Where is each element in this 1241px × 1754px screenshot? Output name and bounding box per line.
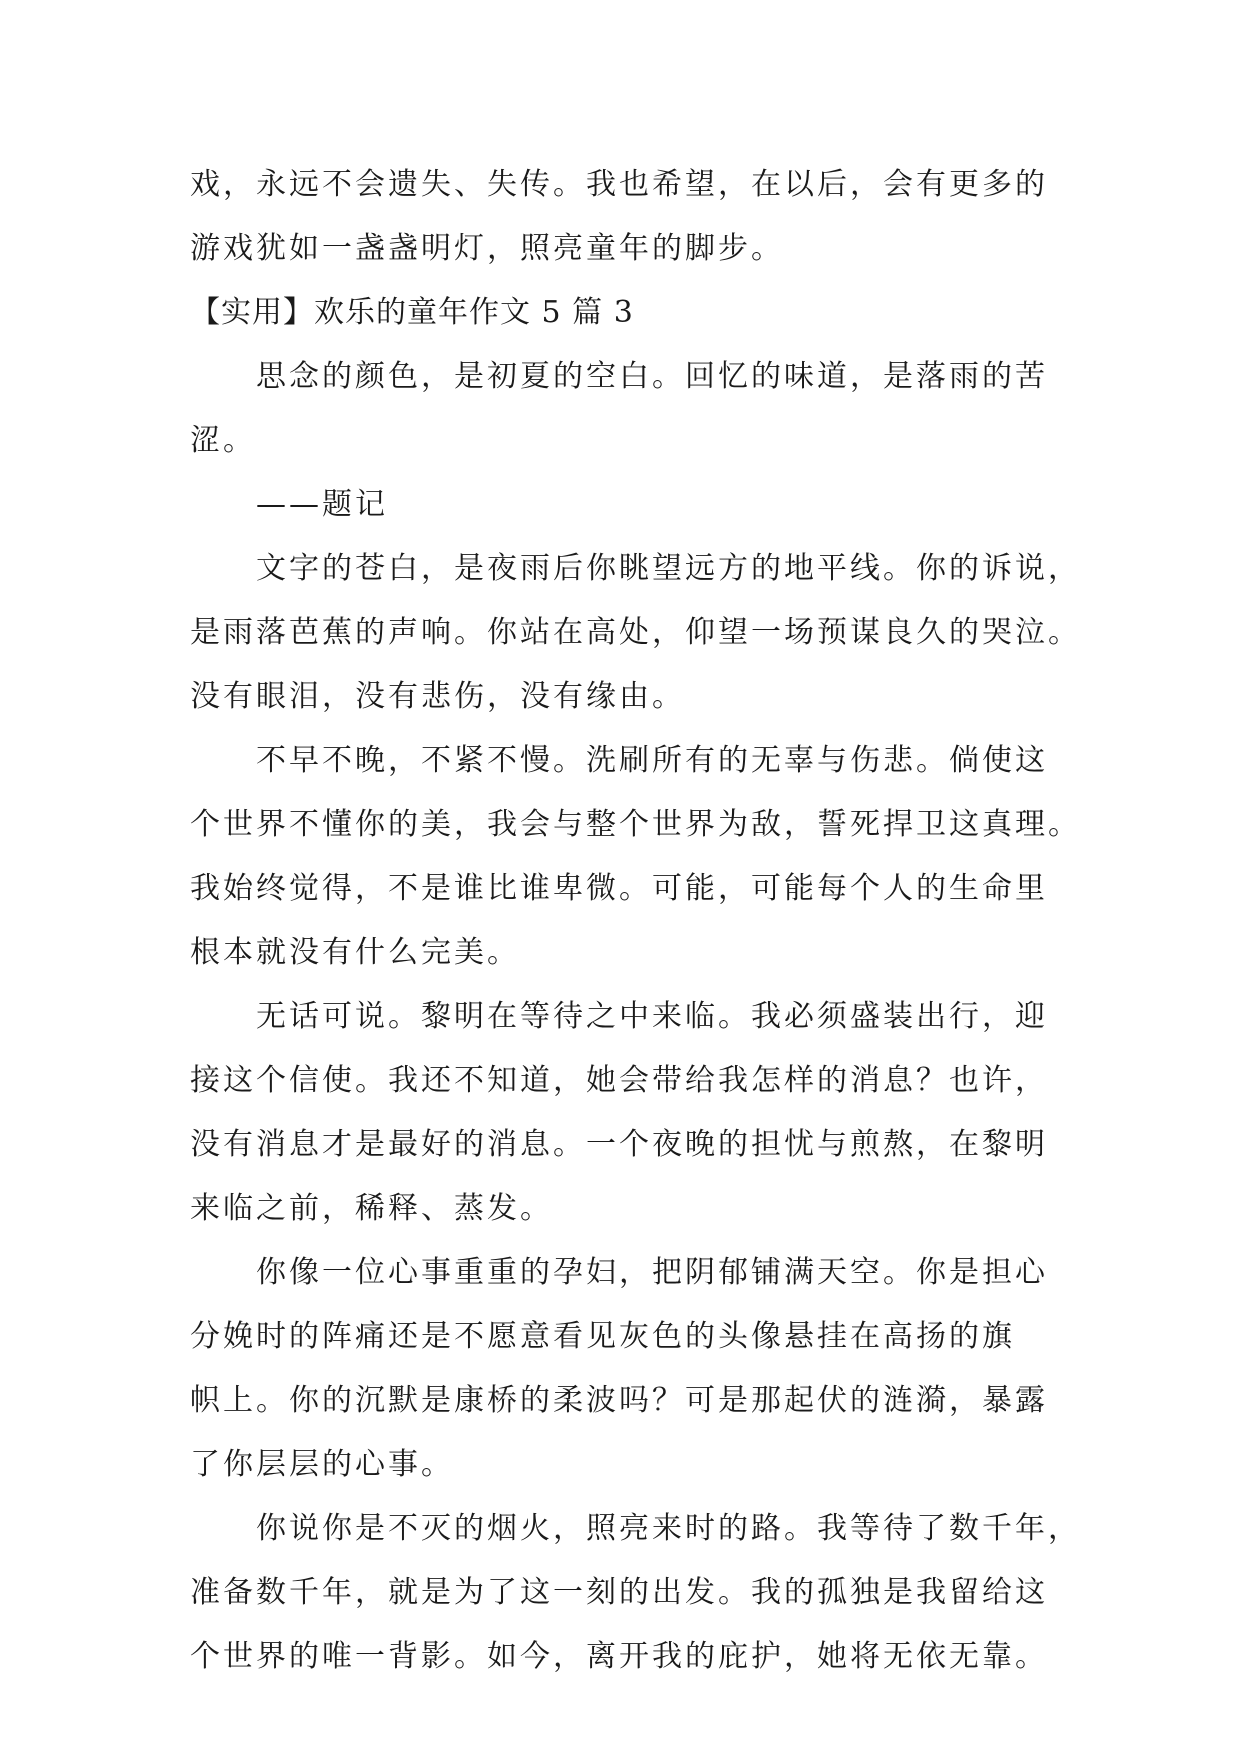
text-line: 了你层层的心事。 <box>190 1447 454 1482</box>
text-line: 帜上。你的沉默是康桥的柔波吗？可是那起伏的涟漪，暴露 <box>190 1383 1048 1418</box>
text-line: 根本就没有什么完美。 <box>190 935 520 970</box>
text-line: 来临之前，稀释、蒸发。 <box>190 1191 553 1226</box>
section-heading: 【实用】欢乐的童年作文 5 篇 3 <box>190 295 634 330</box>
text-line: 分娩时的阵痛还是不愿意看见灰色的头像悬挂在高扬的旗 <box>190 1319 1015 1354</box>
text-line: 文字的苍白，是夜雨后你眺望远方的地平线。你的诉说， <box>256 551 1081 586</box>
text-line: 无话可说。黎明在等待之中来临。我必须盛装出行，迎 <box>256 999 1048 1034</box>
text-line: 个世界不懂你的美，我会与整个世界为敌，誓死捍卫这真理。 <box>190 807 1081 842</box>
text-line: 思念的颜色，是初夏的空白。回忆的味道，是落雨的苦 <box>256 359 1048 394</box>
text-line: 你像一位心事重重的孕妇，把阴郁铺满天空。你是担心 <box>256 1255 1048 1290</box>
text-line: 游戏犹如一盏盏明灯，照亮童年的脚步。 <box>190 231 784 266</box>
text-line: 是雨落芭蕉的声响。你站在高处，仰望一场预谋良久的哭泣。 <box>190 615 1081 650</box>
text-line: 戏，永远不会遗失、失传。我也希望，在以后，会有更多的 <box>190 167 1048 202</box>
text-line: 不早不晚，不紧不慢。洗刷所有的无辜与伤悲。倘使这 <box>256 743 1048 778</box>
text-line: 你说你是不灭的烟火，照亮来时的路。我等待了数千年， <box>256 1511 1081 1546</box>
text-line: 没有消息才是最好的消息。一个夜晚的担忧与煎熬，在黎明 <box>190 1127 1048 1162</box>
text-line: 我始终觉得，不是谁比谁卑微。可能，可能每个人的生命里 <box>190 871 1048 906</box>
text-line: 准备数千年，就是为了这一刻的出发。我的孤独是我留给这 <box>190 1575 1048 1610</box>
text-line: 涩。 <box>190 423 256 458</box>
text-line: 个世界的唯一背影。如今，离开我的庇护，她将无依无靠。 <box>190 1639 1048 1674</box>
text-line: 接这个信使。我还不知道，她会带给我怎样的消息？也许， <box>190 1063 1048 1098</box>
epigraph-attribution: ——题记 <box>256 487 388 522</box>
text-line: 没有眼泪，没有悲伤，没有缘由。 <box>190 679 685 714</box>
